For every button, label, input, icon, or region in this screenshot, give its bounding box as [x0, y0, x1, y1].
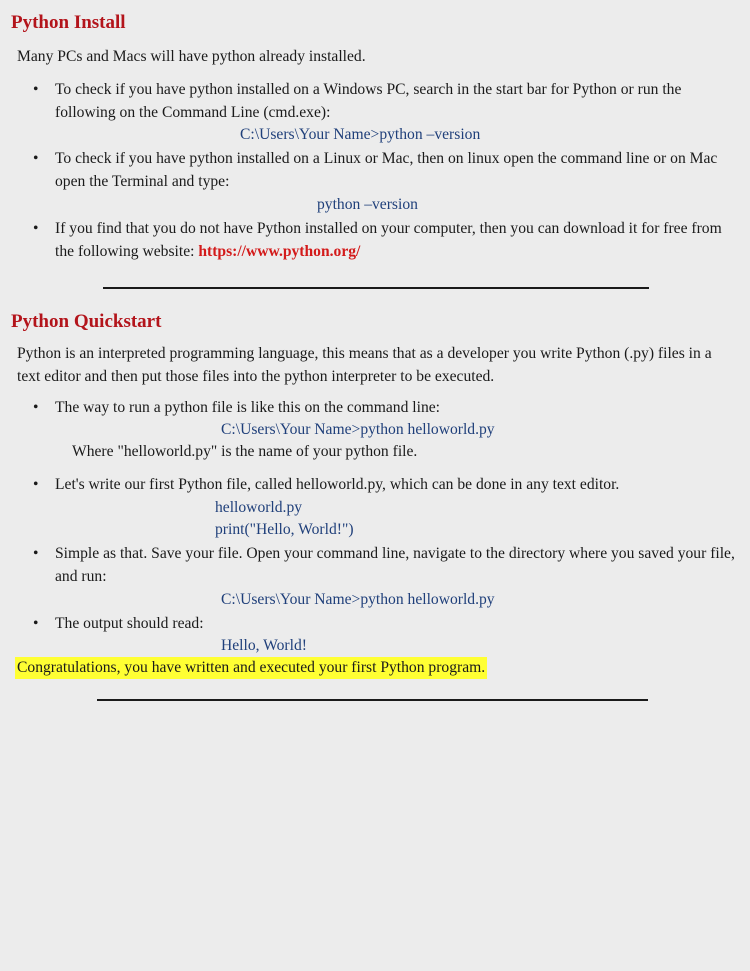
quickstart-code-3: C:\Users\Your Name>python helloworld.py	[221, 591, 495, 608]
quickstart-intro: Python is an interpreted programming language, this means that as a developer you write Python (.py) files in a text editor and then put those files into the python interpreter to be executed.	[17, 345, 712, 385]
quickstart-bullet-2: Let's write our first Python file, called helloworld.py, which can be done in any text editor.	[55, 476, 620, 493]
install-heading: Python Install	[11, 12, 126, 33]
bullet-dot: •	[33, 615, 39, 632]
quickstart-bullet-4: The output should read:	[55, 615, 204, 632]
bullet-dot: •	[33, 545, 39, 562]
bullet-dot: •	[33, 476, 39, 493]
quickstart-code-2b: print("Hello, World!")	[215, 521, 354, 538]
bullet-dot: •	[33, 399, 39, 416]
quickstart-bullet-3: Simple as that. Save your file. Open your command line, navigate to the directory where you saved your file, and run:	[55, 545, 735, 585]
bullet-dot: •	[33, 150, 39, 167]
install-code-1: C:\Users\Your Name>python –version	[240, 126, 481, 143]
congratulations-highlight: Congratulations, you have written and executed your first Python program.	[15, 657, 487, 679]
quickstart-bullet-1: The way to run a python file is like this on the command line:	[55, 399, 441, 416]
bullet-dot: •	[33, 81, 39, 98]
quickstart-code-4: Hello, World!	[221, 637, 307, 654]
install-code-2: python –version	[317, 196, 418, 213]
install-bullet-1: To check if you have python installed on a Windows PC, search in the start bar for Python or run the following on the Command Line (cmd.exe):	[55, 81, 682, 121]
bullet-dot: •	[33, 220, 39, 237]
install-bullet-3-text: If you find that you do not have Python installed on your computer, then you can download it for free from the following website:	[55, 220, 722, 260]
section-divider-bottom	[97, 699, 648, 701]
section-divider	[103, 287, 649, 289]
python-org-link[interactable]: https://www.python.org/	[198, 242, 361, 260]
quickstart-code-2a: helloworld.py	[215, 499, 303, 516]
install-intro: Many PCs and Macs will have python already installed.	[17, 48, 366, 65]
install-bullet-3	[55, 218, 735, 263]
quickstart-heading: Python Quickstart	[11, 311, 162, 332]
install-bullet-2: To check if you have python installed on a Linux or Mac, then on linux open the command line or on Mac open the Terminal and type:	[55, 150, 718, 190]
quickstart-note-1: Where "helloworld.py" is the name of your python file.	[72, 443, 418, 460]
quickstart-code-1: C:\Users\Your Name>python helloworld.py	[221, 421, 495, 438]
